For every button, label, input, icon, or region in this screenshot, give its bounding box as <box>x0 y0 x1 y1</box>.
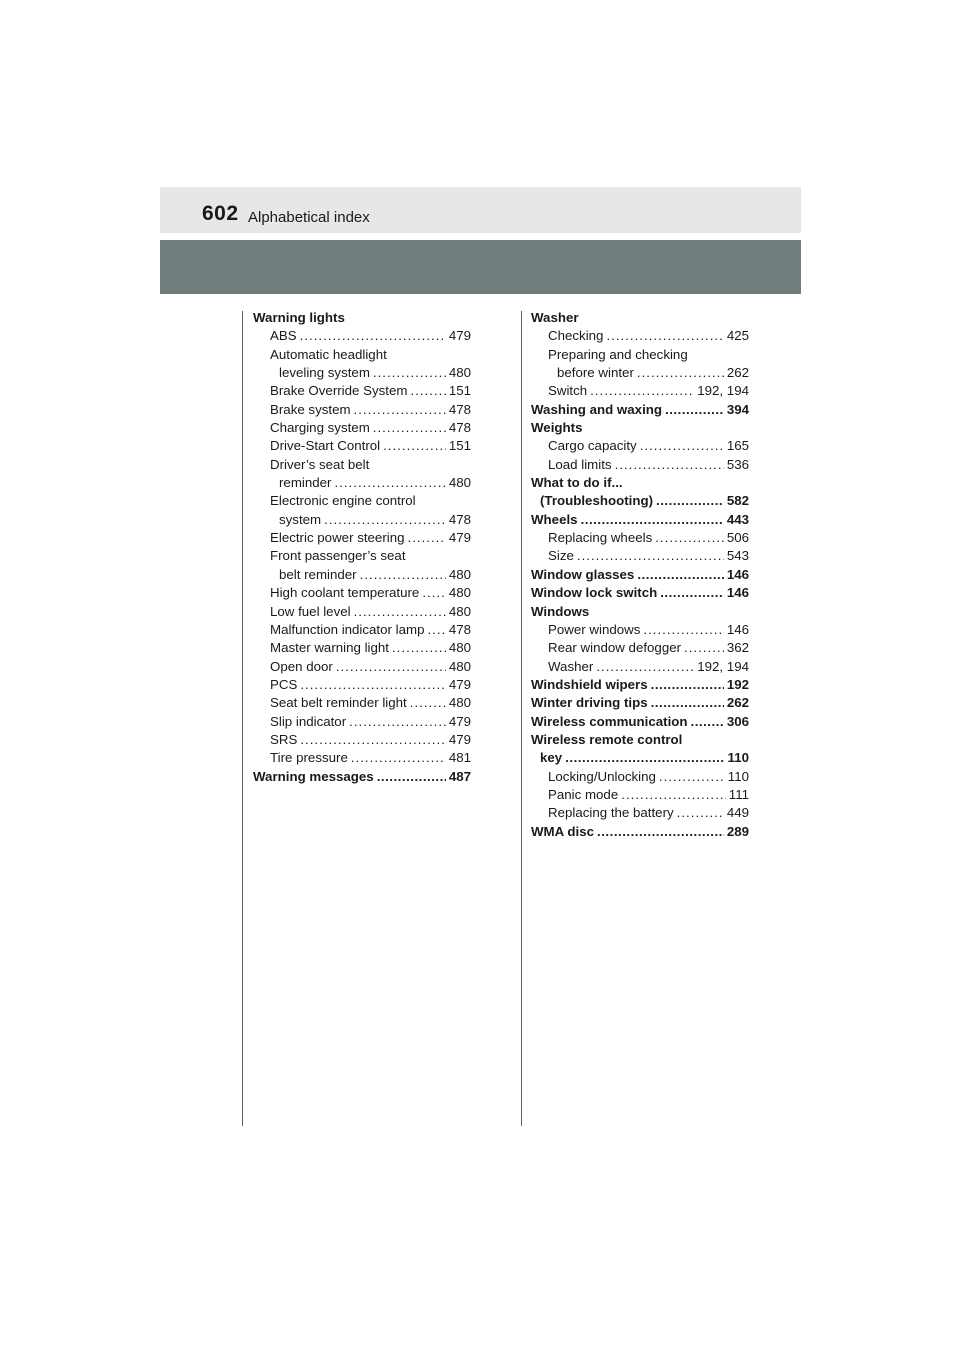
index-heading: Warning lights <box>253 310 345 325</box>
section-title: Alphabetical index <box>248 209 370 226</box>
index-entry: Rear window defogger ..... 362 <box>531 639 749 657</box>
index-entry: Master warning light ..... 480 <box>253 639 471 657</box>
index-entry: Cargo capacity ..... 165 <box>531 437 749 455</box>
index-heading: Windshield wipers ..... 192 <box>531 676 749 694</box>
index-entry: Switch ..... 192, 194 <box>531 382 749 400</box>
index-column-right <box>531 309 749 841</box>
index-entry: Power windows ..... 146 <box>531 621 749 639</box>
index-entry: Replacing the battery ..... 449 <box>531 804 749 822</box>
index-entry: SRS ..... 479 <box>253 731 471 749</box>
index-entry: Load limits ..... 536 <box>531 456 749 474</box>
index-entry: Tire pressure ..... 481 <box>253 749 471 767</box>
index-entry: Automatic headlight <box>270 346 387 362</box>
index-entry: Seat belt reminder light ..... 480 <box>253 694 471 712</box>
index-entry: Brake system ..... 478 <box>253 401 471 419</box>
index-entry: Slip indicator ..... 479 <box>253 713 471 731</box>
index-heading: key ..... 110 <box>531 749 749 767</box>
index-heading: (Troubleshooting) ..... 582 <box>531 492 749 510</box>
index-entry: Charging system ..... 478 <box>253 419 471 437</box>
index-entry: Size ..... 543 <box>531 547 749 565</box>
index-heading: Wheels ..... 443 <box>531 511 749 529</box>
index-column-left <box>253 309 471 786</box>
header-banner <box>160 240 801 294</box>
index-entry: Locking/Unlocking ..... 110 <box>531 768 749 786</box>
index-entry: Front passenger’s seat <box>270 548 406 564</box>
index-entry: reminder ..... 480 <box>253 474 471 492</box>
index-heading: WMA disc ..... 289 <box>531 823 749 841</box>
index-entry: before winter ..... 262 <box>531 364 749 382</box>
index-entry: Drive-Start Control ..... 151 <box>253 437 471 455</box>
index-heading: Window lock switch ..... 146 <box>531 584 749 602</box>
index-entry: Panic mode ..... 111 <box>531 786 749 804</box>
index-heading: Winter driving tips ..... 262 <box>531 694 749 712</box>
index-entry: Malfunction indicator lamp ..... 478 <box>253 621 471 639</box>
index-entry: Electric power steering ..... 479 <box>253 529 471 547</box>
index-heading: Wireless remote control <box>531 731 683 747</box>
page-number: 602 <box>202 202 239 225</box>
index-entry: belt reminder ..... 480 <box>253 566 471 584</box>
index-entry: Low fuel level ..... 480 <box>253 603 471 621</box>
index-heading: Warning messages ..... 487 <box>253 768 471 786</box>
index-heading: Wireless communication ..... 306 <box>531 713 749 731</box>
index-entry: leveling system ..... 480 <box>253 364 471 382</box>
index-entry: ABS ..... 479 <box>253 327 471 345</box>
index-entry: PCS ..... 479 <box>253 676 471 694</box>
left-column-rule <box>242 311 243 1126</box>
index-entry: Preparing and checking <box>548 346 688 362</box>
index-heading: Washing and waxing ..... 394 <box>531 401 749 419</box>
index-entry: Washer ..... 192, 194 <box>531 658 749 676</box>
index-heading: Washer <box>531 310 579 325</box>
index-entry: Checking ..... 425 <box>531 327 749 345</box>
index-entry: Electronic engine control <box>270 493 416 509</box>
index-entry: Driver’s seat belt <box>270 456 370 472</box>
index-heading: Window glasses ..... 146 <box>531 566 749 584</box>
index-heading: Windows <box>531 603 590 619</box>
index-entry: Open door ..... 480 <box>253 658 471 676</box>
index-entry: Replacing wheels ..... 506 <box>531 529 749 547</box>
index-heading: What to do if... <box>531 475 623 491</box>
right-column-rule <box>521 311 522 1126</box>
index-heading: Weights <box>531 420 583 436</box>
index-entry: Brake Override System ..... 151 <box>253 382 471 400</box>
index-entry: system ..... 478 <box>253 511 471 529</box>
index-entry: High coolant temperature ..... 480 <box>253 584 471 602</box>
